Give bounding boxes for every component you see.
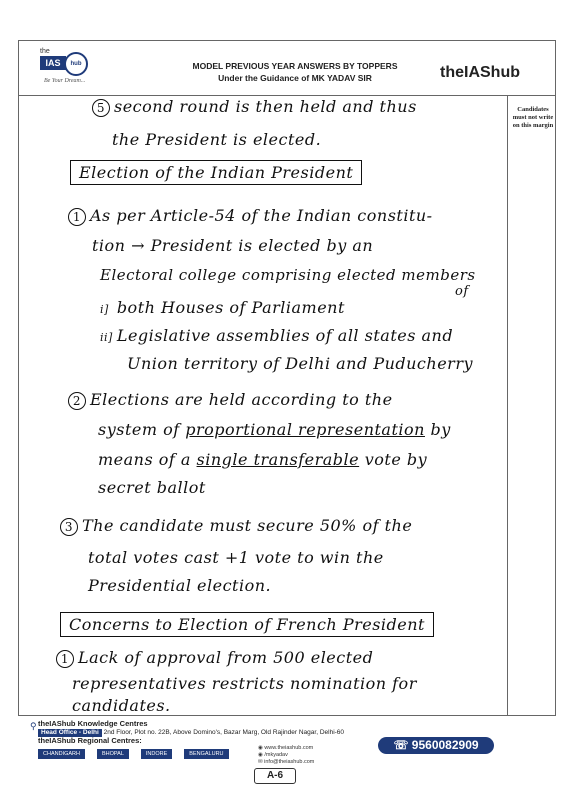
footer-contacts <box>258 745 314 766</box>
answer-line: candidates. <box>72 696 171 715</box>
logo-hub-circle: hub <box>64 52 88 76</box>
answer-line <box>98 420 451 439</box>
answer-text: Lack of approval from 500 elected <box>78 648 374 667</box>
answer-line: Electoral college comprising elected members <box>100 266 476 284</box>
mail-icon: ✉ <box>258 759 265 765</box>
page-number: A-6 <box>254 768 296 784</box>
margin-note: Candidates must not write on this margin <box>512 106 554 129</box>
phone-badge <box>378 737 494 754</box>
point-number: 1 <box>68 208 86 226</box>
underlined-term: single transferable <box>196 450 360 469</box>
heading-box: Concerns to Election of French President <box>60 612 434 637</box>
header-title-line1: MODEL PREVIOUS YEAR ANSWERS BY TOPPERS <box>192 61 398 71</box>
location-pin-icon: ⚲ <box>30 721 37 731</box>
answer-text: means of a <box>98 450 197 469</box>
heading-box: Election of the Indian President <box>70 160 362 185</box>
answer-line <box>56 648 373 668</box>
answer-line <box>98 450 427 469</box>
regional-centre: BENGALURU <box>184 749 228 759</box>
website <box>258 745 314 752</box>
answer-subpoint: i] both Houses of Parliament <box>100 298 345 317</box>
answer-line: representatives restricts nomination for <box>72 674 417 693</box>
answer-of: of <box>455 284 469 299</box>
answer-text: Elections are held according to the <box>90 390 393 409</box>
point-number: 1 <box>56 650 74 668</box>
answer-line: the President is elected. <box>112 130 322 149</box>
phone-icon: ☏ <box>393 738 412 752</box>
logo-tagline: Be Your Dream... <box>44 78 86 84</box>
answer-text: both Houses of Parliament <box>116 298 345 317</box>
regional-centres <box>38 749 398 759</box>
answer-text: by <box>424 420 451 439</box>
answer-line <box>68 390 393 410</box>
answer-line: total votes cast +1 vote to win the <box>88 548 384 567</box>
email <box>258 759 314 766</box>
section-heading <box>60 615 434 634</box>
section-heading <box>70 163 362 182</box>
margin-divider <box>507 95 508 715</box>
centres-title: theIAShub Knowledge Centres <box>38 719 148 728</box>
point-number: 5 <box>92 99 110 117</box>
email-text: info@theiashub.com <box>264 759 315 765</box>
regional-centre: BHOPAL <box>97 749 129 759</box>
point-number: 2 <box>68 392 86 410</box>
header-divider <box>18 95 556 96</box>
answer-line <box>60 516 412 536</box>
brand-name: theIAShub <box>440 64 520 81</box>
regional-centre: INDORE <box>141 749 172 759</box>
social-text: /mkyadav <box>264 752 288 758</box>
logo-ias-box: IAS <box>40 56 66 70</box>
answer-text: second round is then held and thus <box>114 97 417 116</box>
globe-icon: ◉ <box>258 745 265 751</box>
underlined-term: proportional representation <box>185 420 425 439</box>
answer-text: system of <box>98 420 186 439</box>
answer-line <box>68 206 433 226</box>
header-title <box>150 60 440 84</box>
answer-line: Union territory of Delhi and Puducherry <box>127 354 473 373</box>
website-text: www.theiashub.com <box>264 745 314 751</box>
answer-text: Legislative assemblies of all states and <box>116 326 454 345</box>
point-number: 3 <box>60 518 78 536</box>
answer-subpoint: ii] Legislative assemblies of all states and <box>100 326 454 345</box>
footer-centres <box>38 720 398 759</box>
header-title-line2: Under the Guidance of MK YADAV SIR <box>218 73 372 83</box>
answer-line: secret ballot <box>98 478 206 497</box>
iashub-logo <box>40 48 92 90</box>
answer-text: vote by <box>359 450 428 469</box>
social-icon: ◉ <box>258 752 265 758</box>
head-office-address: 2nd Floor, Plot no. 22B, Above Domino's, Bazar Marg, Old Rajinder Nagar, Delhi-60 <box>103 729 345 736</box>
answer-text: The candidate must secure 50% of the <box>82 516 413 535</box>
answer-line: Presidential election. <box>88 576 272 595</box>
logo-small-text: the <box>40 48 50 55</box>
answer-line: tion → President is elected by an <box>92 236 374 255</box>
answer-line <box>92 97 417 117</box>
social <box>258 752 314 759</box>
head-office-label: Head Office - Delhi <box>38 729 102 737</box>
phone-number: 9560082909 <box>411 738 479 752</box>
regional-centre: CHANDIGARH <box>38 749 85 759</box>
answer-text: As per Article-54 of the Indian constitu- <box>90 206 433 225</box>
regional-label: theIAShub Regional Centres: <box>38 736 142 745</box>
